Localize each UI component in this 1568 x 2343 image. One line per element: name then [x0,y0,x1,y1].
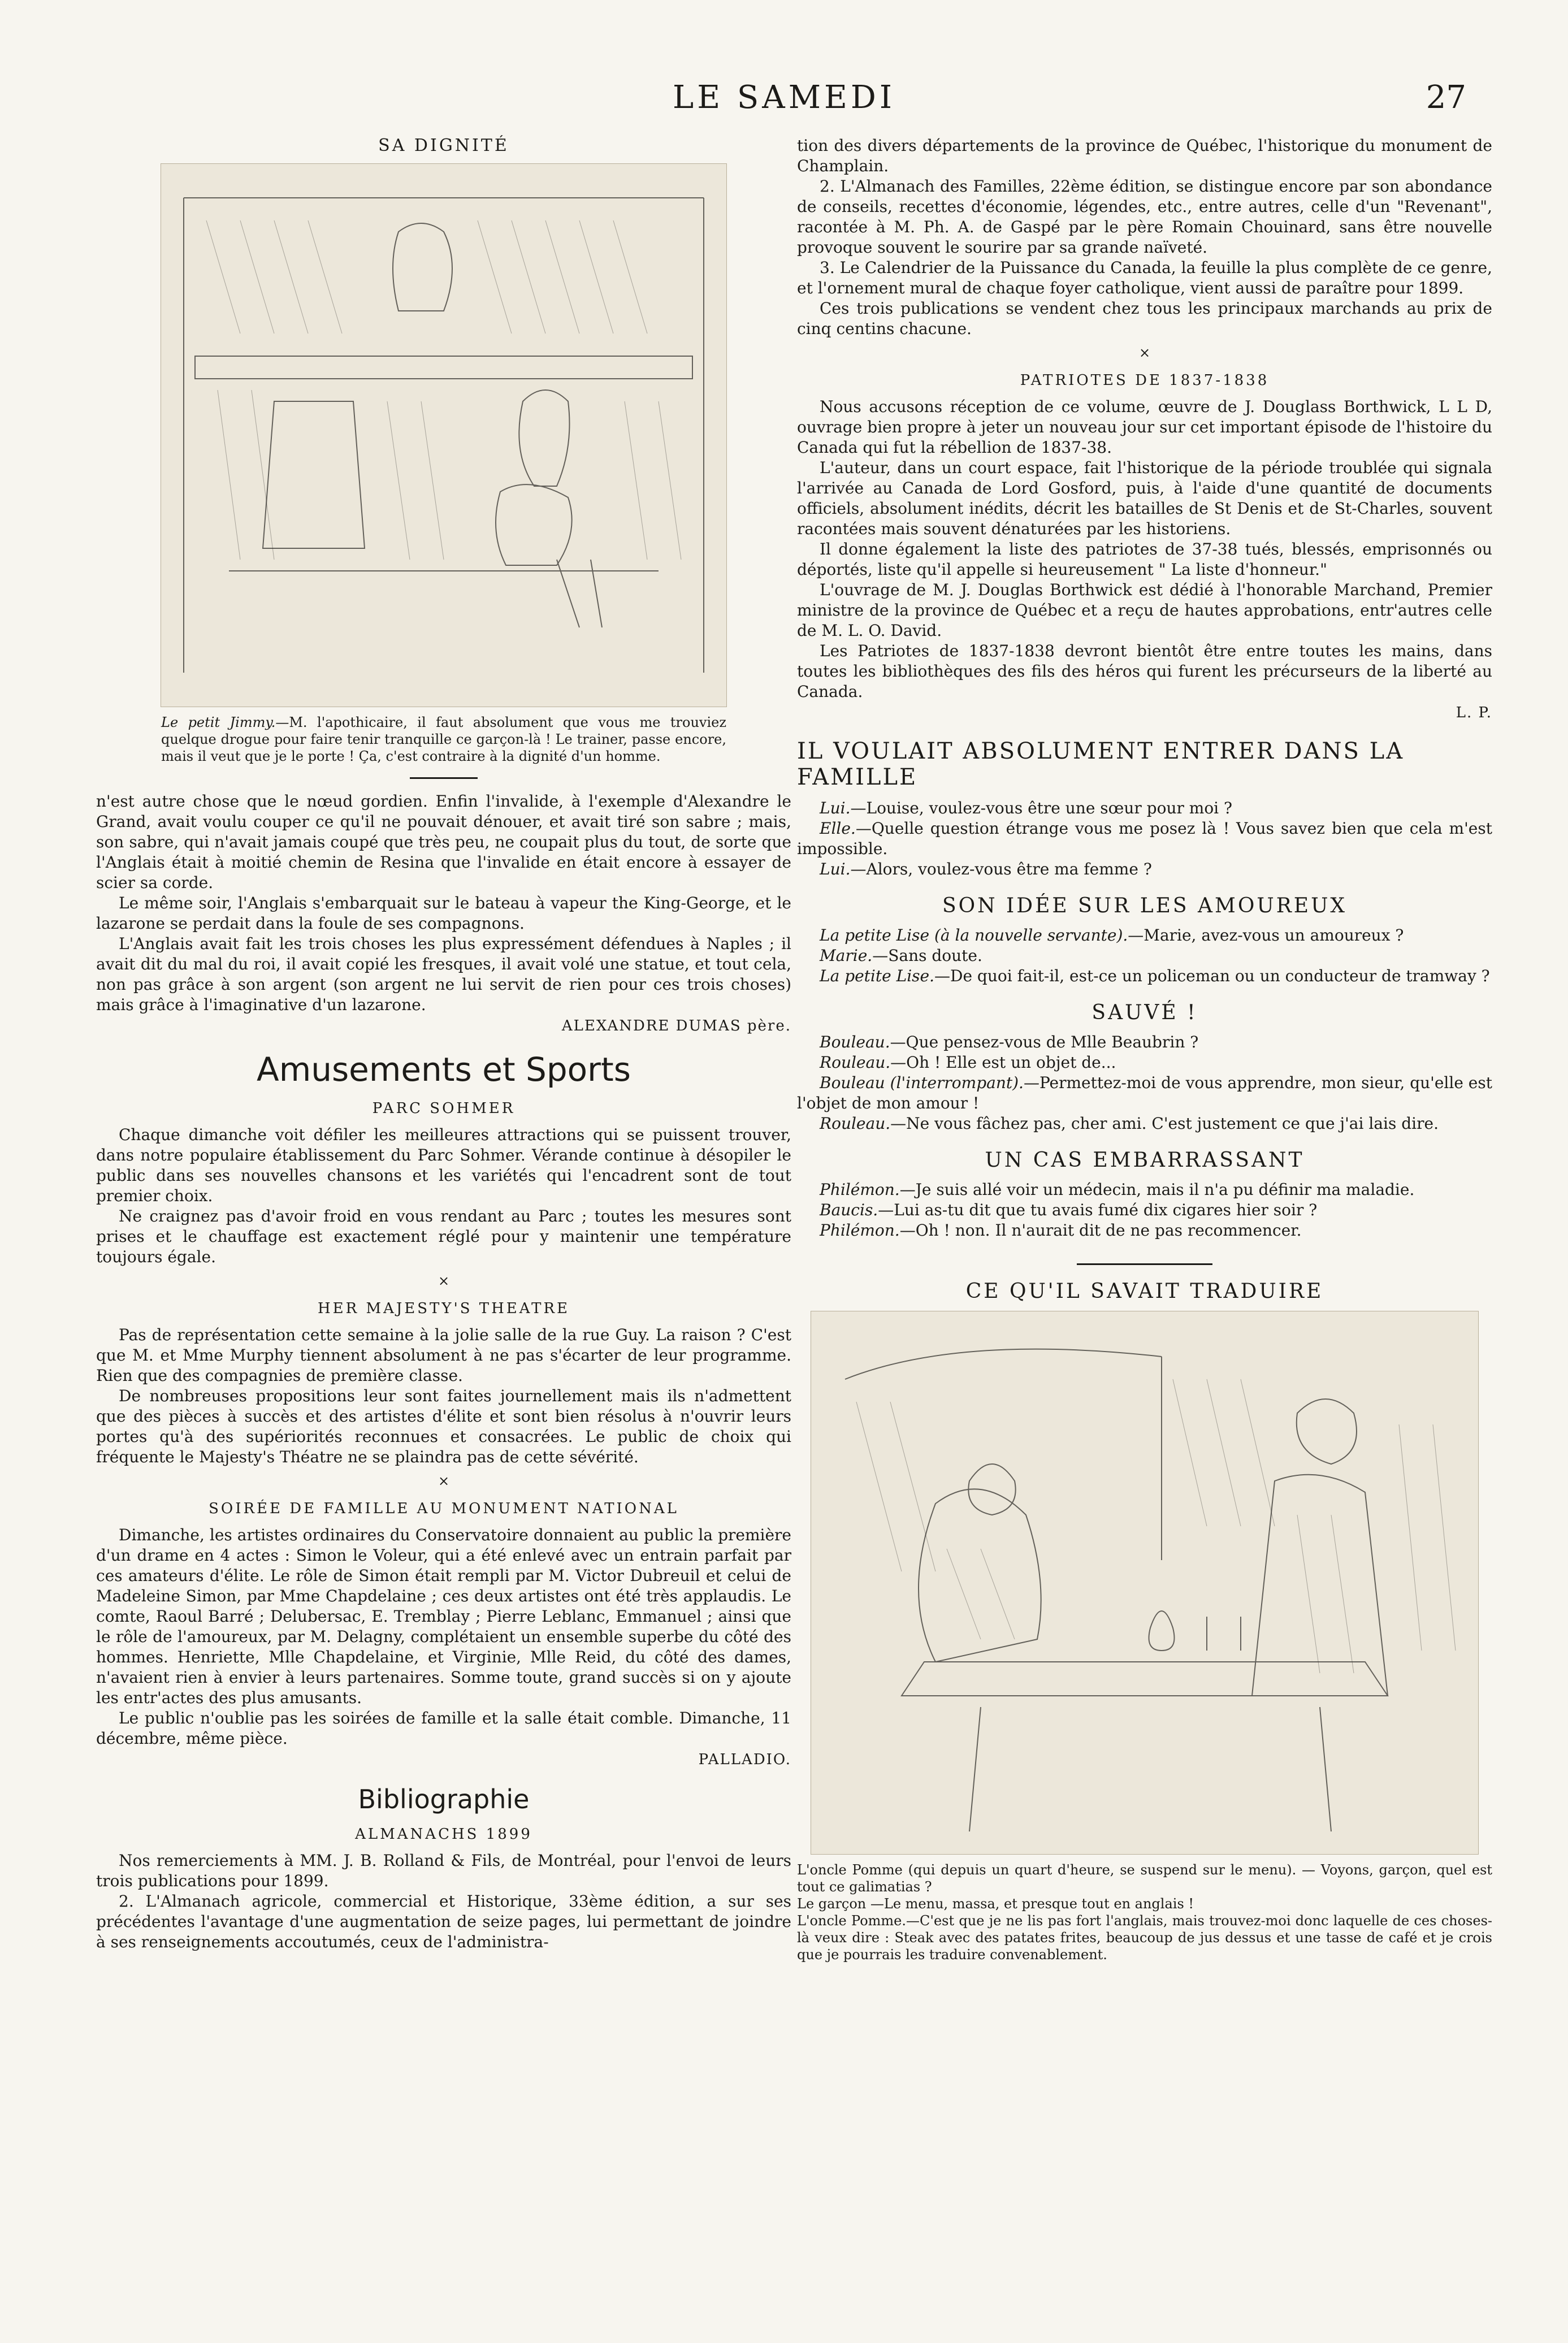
bibliographie-paragraph: 2. L'Almanach agricole, commercial et Historique, 33ème édition, a sur ses précédentes l'avantage d'une augmentation de seize pages, lui permettant de joindre à ses renseignements accoutumés, ceux de l'administra- [96,1892,791,1951]
bibliographie-sub: ALMANACHS 1899 [355,1826,532,1843]
dialogue-line [797,1032,1492,1053]
section-separator: × [438,1273,450,1289]
dialogue-line [797,1114,1492,1134]
line-text: —Permettez-moi de vous apprendre, mon sieur, qu'elle est l'objet de mon amour ! [797,1073,1492,1112]
line-text: —Ne vous fâchez pas, cher ami. C'est justement ce que j'ai lais dire. [890,1114,1439,1133]
patriotes-paragraph: L'ouvrage de M. J. Douglas Borthwick est dédié à l'honorable Marchand, Premier ministre de la province de Québec et a reçu de hautes approbations, entr'autres celle de M. L. O. David. [797,581,1492,640]
line-text: —Louise, voulez-vous être une sœur pour moi ? [850,799,1233,817]
line-text: —Quelle question étrange vous me posez là ! Vous savez bien que cela m'est impossible. [797,819,1492,858]
dialogue-line [797,966,1492,986]
amusements-paragraph: De nombreuses propositions leur sont faites journellement mais ils n'admettent que des pièces à succès et des artistes d'élite et sont bien résolus à n'ouvrir leurs portes qu'à des supériorités reconnues et consacrées. Le public de choix qui fréquente le Majesty's Théatre ne se plaindra pas de cette sévérité. [96,1387,791,1466]
page-header [0,79,1568,124]
illustration-1-heading: SA DIGNITÉ [378,136,509,155]
line-text: —Oh ! non. Il n'aurait dit de ne pas recommencer. [899,1221,1302,1240]
line-text: —Marie, avez-vous un amoureux ? [1128,926,1404,945]
amusements-paragraph: Ne craignez pas d'avoir froid en vous rendant au Parc ; toutes les mesures sont prises et le chauffage est exactement réglé pour y maintenir une température toujours égale. [96,1207,791,1266]
speaker: Baucis. [820,1201,878,1219]
caption-speaker: Le petit Jimmy. [161,714,276,730]
speaker: Lui. [820,799,851,817]
bibliographie-continued: 2. L'Almanach des Familles, 22ème édition, se distingue encore par son abondance de conseils, recettes d'économie, légendes, etc., entre autres, celle d'un "Revenant", racontée à M. Ph. A. de Gaspé par le père Romain Chouinard, sans être nouvelle provoque souvent le sourire par sa grande naïveté. [797,177,1492,257]
page-number: 27 [1426,79,1466,116]
dialogue-line [797,1073,1492,1114]
line-text: —De quoi fait-il, est-ce un policeman ou un conducteur de tramway ? [934,967,1490,985]
line-text: —Sans doute. [872,946,982,965]
amusements-paragraph: Dimanche, les artistes ordinaires du Conservatoire donnaient au public la première d'un drame en 4 actes : Simon le Voleur, qui a été enlevé avec un entrain parfait par ces amateurs d'élite. Le rôle de Simon était rempli par M. Victor Dubreuil et celui de Madeleine Simon, par Mme Chapdelaine ; ces deux artistes ont été très applaudis. Le comte, Raoul Barré ; Delubersac, E. Tremblay ; Pierre Leblanc, Emmanuel ; ainsi que le rôle de l'amoureux, par M. Delagny, complétaient un ensemble superbe du côté des hommes. Henriette, Mlle Chapdelaine, et Virginie, Mlle Reid, du côté des dames, n'avaient rien à envier à leurs partenaires. Somme toute, grand succès si on y ajoute les entr'actes des plus amusants. [96,1526,791,1707]
divider-rule [410,777,478,779]
dialogue-line [797,1180,1492,1200]
caption-line: L'oncle Pomme.—C'est que je ne lis pas fort l'anglais, mais trouvez-moi donc laquelle de ces choses-là veux dire : Steak avec des patates frites, beaucoup de jus dessus et une tasse de café et je crois que je pourrais les traduire convenablement. [797,1913,1492,1963]
patriotes-paragraph: L'auteur, dans un court espace, fait l'historique de la période troublée qui signala l'arrivée au Canada de Lord Gosford, puis, à l'aide d'une quantité de documents officiels, absolument inédits, décrit les batailles de St Denis et de St-Charles, souvent racontées mais souvent dénaturées par les historiens. [797,458,1492,538]
amusements-heading: Amusements et Sports [257,1050,631,1089]
embarrassant-dialogue [797,1180,1492,1241]
left-column [96,136,791,1952]
speaker: La petite Lise (à la nouvelle servante). [820,926,1128,945]
line-text: —Alors, voulez-vous être ma femme ? [850,860,1152,878]
divider-rule [1077,1263,1212,1265]
speaker: Marie. [820,946,873,965]
story-signature: ALEXANDRE DUMAS père. [561,1017,791,1034]
amusements-paragraph: Chaque dimanche voit défiler les meilleures attractions qui se puissent trouver, dans notre populaire établissement du Parc Sohmer. Vérande continue à désopiler le public dans ses nouvelles chansons et les variétés qui l'encadrent sont de tout premier choix. [96,1125,791,1205]
patriotes-signature: L. P. [1456,704,1492,721]
bibliographie-heading: Bibliographie [358,1784,530,1814]
story-paragraph: n'est autre chose que le nœud gordien. Enfin l'invalide, à l'exemple d'Alexandre le Grand, avait voulu couper ce qu'il ne pouvait dénouer, et avait tiré son sabre ; mais, son sabre, qui n'avait jamais coupé que très peu, ne coupait plus du tout, de sorte que l'Anglais était à moitié chemin de Resina que l'invalide en était encore à essayer de scier sa corde. [96,792,791,892]
caption-line: Le garçon —Le menu, massa, et presque tout en anglais ! [797,1896,1194,1912]
section-separator: × [438,1473,450,1489]
speaker: Philémon. [820,1180,900,1199]
patriotes-paragraph: Il donne également la liste des patriotes de 37-38 tués, blessés, emprisonnés ou déportés, liste qu'il appelle si heureusement " La liste d'honneur." [797,540,1492,579]
speaker: Rouleau. [820,1114,891,1133]
restaurant-sketch-icon [811,1311,1478,1854]
illustration-1-caption [161,714,726,765]
speaker: Lui. [820,860,851,878]
bibliographie-continued: Ces trois publications se vendent chez tous les principaux marchands au prix de cinq centins chacune. [797,299,1492,338]
line-text: —Lui as-tu dit que tu avais fumé dix cigares hier soir ? [878,1201,1318,1219]
caption-line: L'oncle Pomme (qui depuis un quart d'heure, se suspend sur le menu). — Voyons, garçon, quel est tout ce galimatias ? [797,1862,1492,1895]
dialogue-line [797,798,1492,818]
dialogue-line [797,1220,1492,1241]
embarrassant-heading: UN CAS EMBARRASSANT [985,1149,1305,1172]
illustration-2-heading: CE QU'IL SAVAIT TRADUIRE [965,1280,1324,1303]
bibliographie-continued: tion des divers départements de la province de Québec, l'historique du monument de Champlain. [797,136,1492,175]
famille-dialogue [797,798,1492,880]
sauve-heading: SAUVÉ ! [1091,1001,1198,1024]
line-text: —Oh ! Elle est un objet de... [890,1053,1116,1072]
speaker: Elle. [820,819,856,838]
amusements-sub-parc: PARC SOHMER [372,1100,516,1117]
illustration-1-drawing [161,163,727,707]
bibliographie-paragraph: Nos remerciements à MM. J. B. Rolland & Fils, de Montréal, pour l'envoi de leurs trois publications pour 1899. [96,1851,791,1890]
patriotes-heading: PATRIOTES DE 1837-1838 [1020,372,1270,389]
patriotes-paragraph: Les Patriotes de 1837-1838 devront bientôt être entre toutes les mains, dans toutes les bibliothèques des fils des héros qui furent les précurseurs de la liberté au Canada. [797,642,1492,701]
dialogue-line [797,946,1492,966]
line-text: —Je suis allé voir un médecin, mais il n'a pu définir ma maladie. [899,1180,1415,1199]
dialogue-line [797,818,1492,859]
bibliographie-continued: 3. Le Calendrier de la Puissance du Canada, la feuille la plus complète de ce genre, et l'ornement mural de chaque foyer catholique, vient aussi de paraître pour 1899. [797,258,1492,297]
dialogue-line [797,925,1492,946]
section-separator: × [1138,345,1151,361]
story-paragraph: L'Anglais avait fait les trois choses les plus expressément défendues à Naples ; il avait dit du mal du roi, il avait copié les fresques, il avait volé une statue, et tout cela, non pas grâce à son argent (son argent ne lui servit de rien pour ces trois choses) mais grâce à l'imaginative d'un lazarone. [96,934,791,1014]
amoureux-heading: SON IDÉE SUR LES AMOUREUX [942,894,1348,917]
pharmacy-sketch-icon [161,164,726,707]
speaker: La petite Lise. [820,967,934,985]
sauve-dialogue [797,1032,1492,1134]
speaker: Bouleau. [820,1033,890,1051]
illustration-2-caption [797,1861,1492,1963]
amusements-sub-soiree: SOIRÉE DE FAMILLE AU MONUMENT NATIONAL [209,1500,679,1517]
illustration-2-drawing [811,1311,1479,1855]
amoureux-dialogue [797,925,1492,986]
dialogue-line [797,1200,1492,1220]
amusements-paragraph: Le public n'oublie pas les soirées de famille et la salle était comble. Dimanche, 11 décembre, même pièce. [96,1709,791,1748]
line-text: —Que pensez-vous de Mlle Beaubrin ? [890,1033,1199,1051]
famille-heading: IL VOULAIT ABSOLUMENT ENTRER DANS LA FAMILLE [797,738,1405,790]
speaker: Philémon. [820,1221,900,1240]
patriotes-paragraph: Nous accusons réception de ce volume, œuvre de J. Douglass Borthwick, L L D, ouvrage bien propre à jeter un nouveau jour sur cet important épisode de l'histoire du Canada qui fut la rébellion de 1837-38. [797,397,1492,457]
caption-text: —M. l'apothicaire, il faut absolument que vous me trouviez quelque drogue pour faire tenir tranquille ce garçon-là ! Le trainer, passe encore, mais il veut que je le porte ! Ça, c'est contraire à la dignité d'un homme. [161,714,726,764]
amusements-paragraph: Pas de représentation cette semaine à la jolie salle de la rue Guy. La raison ? C'est que M. et Mme Murphy tiennent absolument à ne pas s'écarter de leur programme. Rien que des compagnies de première classe. [96,1326,791,1385]
dialogue-line [797,1053,1492,1073]
right-column [797,136,1492,1963]
story-paragraph: Le même soir, l'Anglais s'embarquait sur le bateau à vapeur the King-George, et le lazarone se perdait dans la foule de ses compagnons. [96,894,791,933]
dialogue-line [797,859,1492,880]
speaker: Bouleau (l'interrompant). [820,1073,1024,1092]
page-title: LE SAMEDI [673,79,895,116]
speaker: Rouleau. [820,1053,891,1072]
amusements-signature: PALLADIO. [698,1751,791,1768]
amusements-sub-theatre: HER MAJESTY'S THEATRE [317,1300,570,1317]
